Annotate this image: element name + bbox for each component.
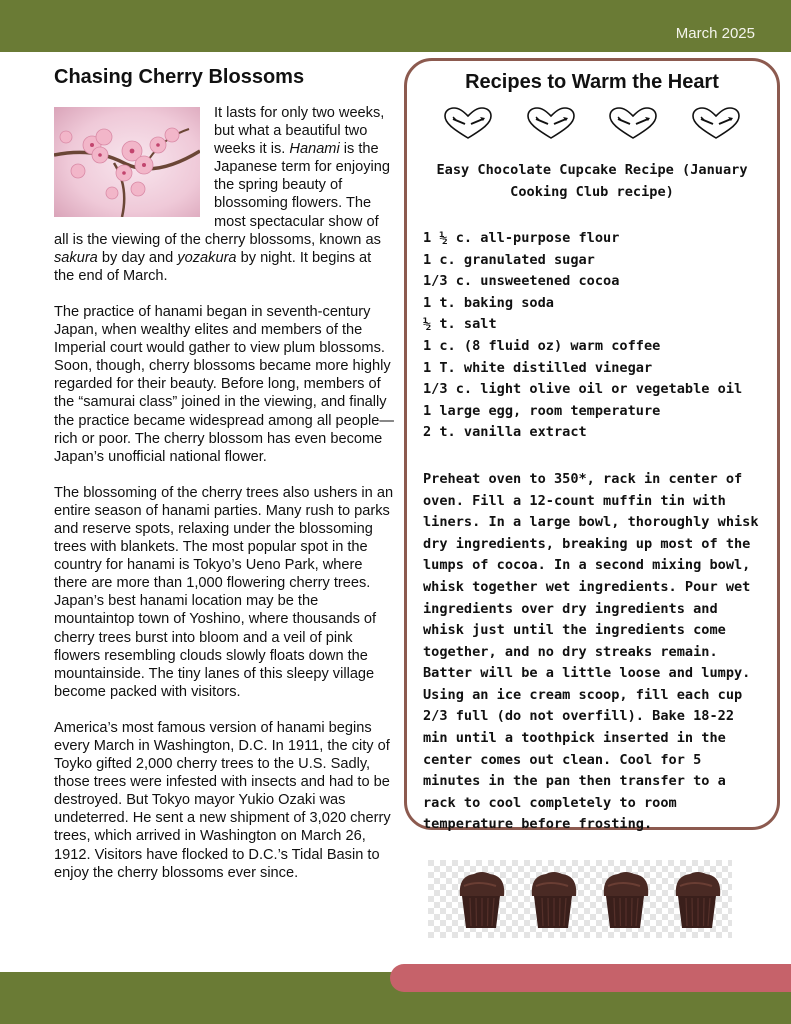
- heart-utensils-icon: [691, 107, 741, 141]
- ingredient-item: 1/3 c. unsweetened cocoa: [423, 273, 620, 290]
- heart-row: [407, 107, 777, 141]
- heart-utensils-icon: [608, 107, 658, 141]
- header-band: [0, 0, 791, 52]
- italic-term: yozakura: [177, 249, 237, 266]
- ingredient-item: 1 ½ c. all-purpose flour: [423, 230, 620, 246]
- footer-accent: [390, 964, 791, 992]
- ingredient-item: 1 large egg, room temperature: [423, 402, 661, 419]
- article-title: Chasing Cherry Blossoms: [54, 66, 305, 88]
- ingredient-item: 1/3 c. light olive oil or vegetable oil: [423, 381, 743, 398]
- recipe-name: Easy Chocolate Cupcake Recipe (January Cooking Club recipe): [436, 162, 748, 200]
- article-body: [54, 104, 394, 882]
- recipe-heading: Recipes to Warm the Heart: [465, 71, 719, 93]
- text-run: America’s most famous version of hanami begins every March in Washington, D.C. In 1911, the city of Toyko gifted 2,000 cherry trees to the U.S. Sadly, those trees were infested with insects and had to be destroyed. But Tokyo mayor Yukio Ozaki was undeterred. He sent a new shipment of 3,020 cherry trees, which arrived in Washington on March 26, 1912. Visitors have flocked to D.C.’s Tidal Basin to enjoy the cherry blossoms ever since.: [54, 719, 391, 881]
- text-run: is the Japanese term for enjoying the spring beauty of blossoming flowers. The most spectacular show of all is the viewing of the cherry blossoms, known as: [54, 141, 391, 248]
- cupcake-strip: [428, 860, 732, 938]
- ingredient-list: [423, 228, 777, 444]
- recipe-box: [404, 58, 780, 833]
- ingredient-item: 1 c. granulated sugar: [423, 251, 595, 268]
- italic-term: sakura: [54, 249, 98, 266]
- italic-term: Hanami: [289, 141, 340, 158]
- text-run: The practice of hanami began in seventh-century Japan, when wealthy elites and members of the Imperial court would gather to view plum blossoms. Soon, though, cherry blossoms became more highly regarded for their beauty. Before long, members of the “samurai class” joined in the viewing, and finally the practice became widespread among all people—rich or poor. The cherry blossom has even become Japan’s unofficial national flower.: [54, 303, 394, 465]
- text-run: It lasts for only two weeks, but what a beautiful two weeks it is.: [214, 105, 385, 158]
- issue-date: March 2025: [675, 25, 755, 42]
- recipe-directions: Preheat oven to 350*, rack in center of oven. Fill a 12-count muffin tin with liners. In a large bowl, thoroughly whisk dry ingredients, breaking up most of the lumps of cocoa. In a second mixing bowl, whisk together wet ingredients. Pour wet ingredients over dry ingredients and whisk just until the ingredients come together, and no dry streaks remain. Batter will be a little loose and lumpy. Using an ice cream scoop, fill each cup 2/3 full (do not overfill). Bake 18-22 min until a toothpick inserted in the center comes out clean. Cool for 5 minutes in the pan then transfer to a rack to cool completely to room temperature before frosting.: [423, 470, 759, 833]
- heart-utensils-icon: [443, 107, 493, 141]
- article-paragraphs: [54, 104, 394, 882]
- ingredient-item: 1 t. baking soda: [423, 294, 554, 311]
- ingredient-item: 1 T. white distilled vinegar: [423, 359, 653, 376]
- cherry-blossom-photo: [54, 107, 200, 217]
- ingredient-item: ½ t. salt: [423, 316, 497, 333]
- article-paragraph: [54, 719, 394, 882]
- article-paragraph: [54, 303, 394, 466]
- ingredient-item: 2 t. vanilla extract: [423, 424, 587, 441]
- ingredient-item: 1 c. (8 fluid oz) warm coffee: [423, 337, 661, 354]
- article-column: [54, 64, 394, 900]
- heart-utensils-icon: [526, 107, 576, 141]
- text-run: by night. It begins at the end of March.: [54, 249, 372, 284]
- article-paragraph: [54, 484, 394, 701]
- text-run: The blossoming of the cherry trees also ushers in an entire season of hanami parties. Many rush to parks and reserve spots, relaxing under the blossoming trees with blankets. The most popular spot in the country for hanami is Tokyo’s Ueno Park, where there are more than 1,000 flowering cherry trees. Japan’s best hanami location may be the mountaintop town of Yoshino, where thousands of cherry trees burst into bloom and a veil of pink flowers resembling clouds slowly floats down the mountainside. The tiny lanes of this sleepy village become packed with visitors.: [54, 484, 394, 700]
- text-run: by day and: [97, 249, 178, 266]
